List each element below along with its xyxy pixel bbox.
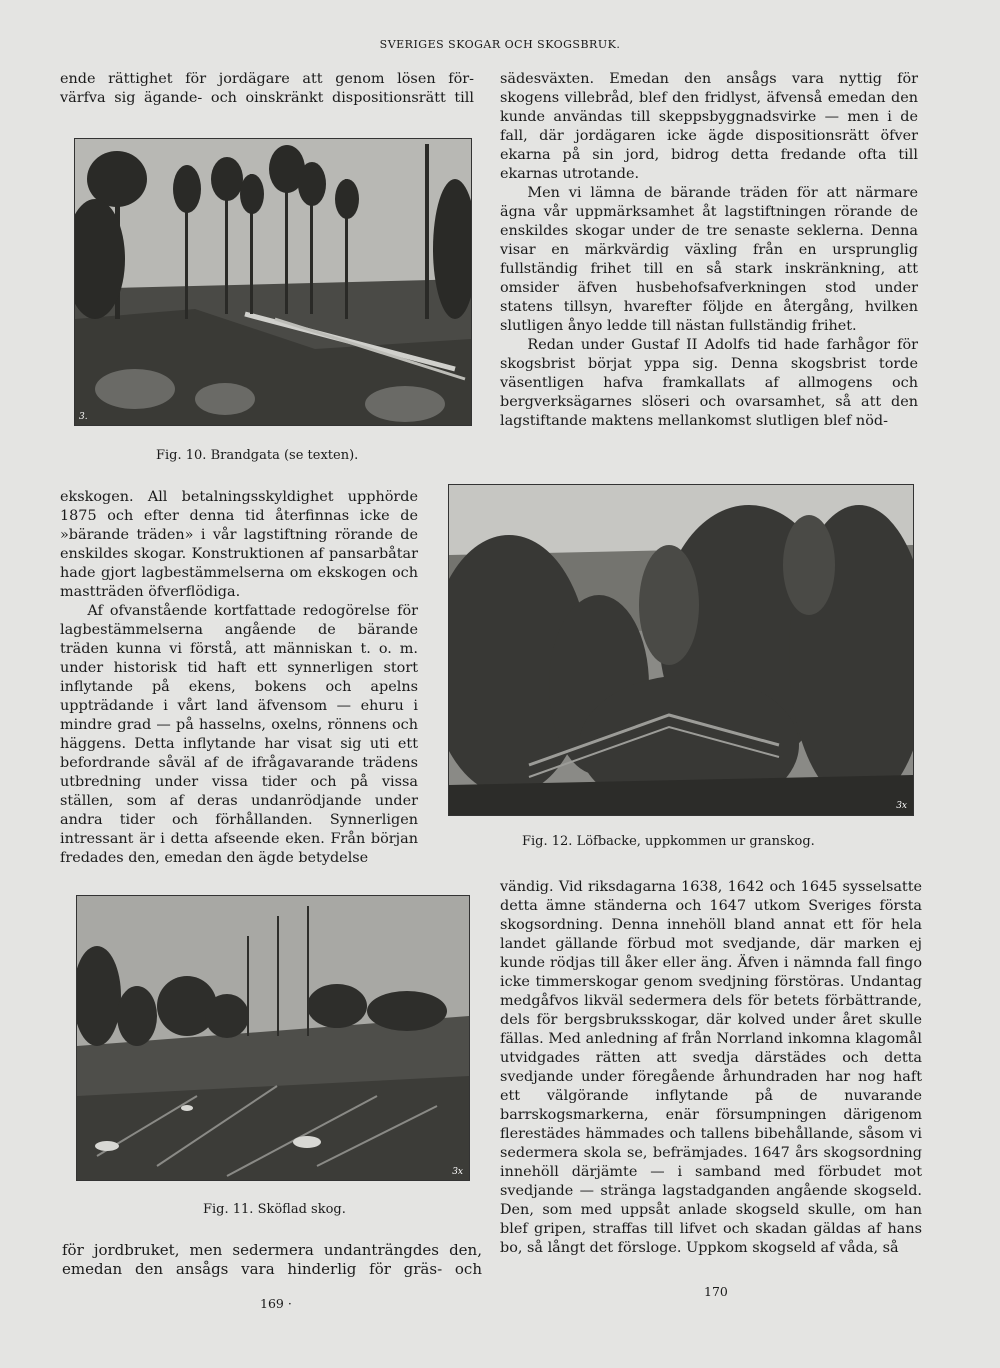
left-middle-text [60,488,418,868]
text-line: ende rättighet för jordägare att genom lösen för- [60,71,474,87]
right-bottom-text [500,878,922,1258]
text-line: värfva sig ägande- och oinskränkt dispositionsrätt till [60,90,474,106]
fig11-caption: Fig. 11. Sköflad skog. [203,1202,346,1217]
left-top-text [60,70,474,108]
right-top-text [500,70,918,431]
fig11-photo [76,895,470,1181]
paragraph: Redan under Gustaf II Adolfs tid hade farhågor för skogsbrist börjat yppa sig. Denna skogsbrist torde väsentligen hafva framkallats af allmogens och bergverksägarnes slöseri och ovarsamhet, så att den lagstiftande maktens mellankomst slutligen blef nöd- [500,337,918,429]
fig11-mark: 3x [452,1167,463,1177]
text-line: emedan den ansågs vara hinderlig för gräs- och [62,1260,482,1278]
paragraph: Af ofvanstående kortfattade redogörelse för lagbestämmelserna angående de bärande träden kunna vi förstå, att människan t. o. m. under historisk tid haft ett synnerligen stort inflytande på ekens, bokens och apelns uppträdande i vårt land äfvensom — ehuru i mindre grad — på hasselns, oxelns, rönnens och häggens. Detta inflytande har visat sig uti ett befordrande såväl af de ifrågavarande trädens utbredning under vissa tider och på vissa ställen, som af deras undanrödjande under andra tider och förhållanden. Synnerligen intressant är i detta afseende eken. Från början fredades den, emedan den ägde betydelse [60,603,418,866]
text-line: för jordbruket, men sedermera undanträngdes den, [62,1241,482,1259]
page-number-left: 169 · [260,1296,292,1311]
fig12-photo [448,484,914,816]
paragraph: vändig. Vid riksdagarna 1638, 1642 och 1645 sysselsatte detta ämne ständerna och 1647 utkom Sveriges första skogsordning. Denna innehöll bland annat ett för hela landet gällande förbud mot svedjande, där marken ej kunde rödjas till åker eller äng. Äfven i nämnda fall fingo icke timmerskogar genom svedjning förstöras. Undantag medgåfvos likväl sedermera dels för betets förbättrande, dels för bergsbruksskogar, där kolved under året skulle fällas. Med anledning af från Norrland inkomna klagomål utvidgades rätten att svedja därstädes och detta svedjande under föregående århundraden har nog haft ett välgörande inflytande på de nuvarande barrskogsmarkerna, enär försumpningen därigenom flerestädes hämmades och tallens bibehållande, såsom vi sedermera skola se, befrämjades. 1647 års skogsordning innehöll därjämte — i samband med förbudet mot svedjande — stränga lagstadganden angående skogseld. Den, som med uppsåt anlade skogseld skulle, om han blef gripen, straffas till lifvet och skadan gäldas af hans bo, så långt det försloge. Uppkom skogseld af våda, så [500,879,922,1256]
fig10-photo [74,138,472,426]
paragraph: sädesväxten. Emedan den ansågs vara nyttig för skogens villebråd, blef den fridlyst, äfvenså emedan den kunde användas till skeppsbyggnadsvirke — men i de fall, där jordägaren icke ägde dispositionsrätt öfver ekarna på sin jord, bidrog detta fredande ofta till ekarnas utrotande. [500,71,918,182]
running-head: SVERIGES SKOGAR OCH SKOGSBRUK. [379,38,621,51]
left-bottom-text [62,1241,482,1279]
paragraph: ekskogen. All betalningsskyldighet upphörde 1875 och efter denna tid återfinnas icke de »bärande träden» i vår lagstiftning rörande de enskildes skogar. Konstruktionen af pansarbåtar hade gjort lagbestämmelserna om ekskogen och mastträden öfverflödiga. [60,489,418,600]
page-number-right: 170 [704,1284,728,1299]
paragraph: Men vi lämna de bärande träden för att närmare ägna vår uppmärksamhet åt lagstiftningen rörande de enskildes skogar under de tre senaste seklerna. Denna visar en märkvärdig växling från en ursprunglig fullständig frihet till en så stark inskränkning, att omsider äfven husbehofsafverkningen stod under statens tillsyn, hvarefter följde en återgång, hvilken slutligen ånyo ledde till nästan fullständig frihet. [500,185,918,334]
fig12-mark: 3x [896,801,907,811]
fig12-caption: Fig. 12. Löfbacke, uppkommen ur granskog. [522,834,815,849]
fig10-mark: 3. [79,412,88,422]
fig10-caption: Fig. 10. Brandgata (se texten). [156,448,359,463]
